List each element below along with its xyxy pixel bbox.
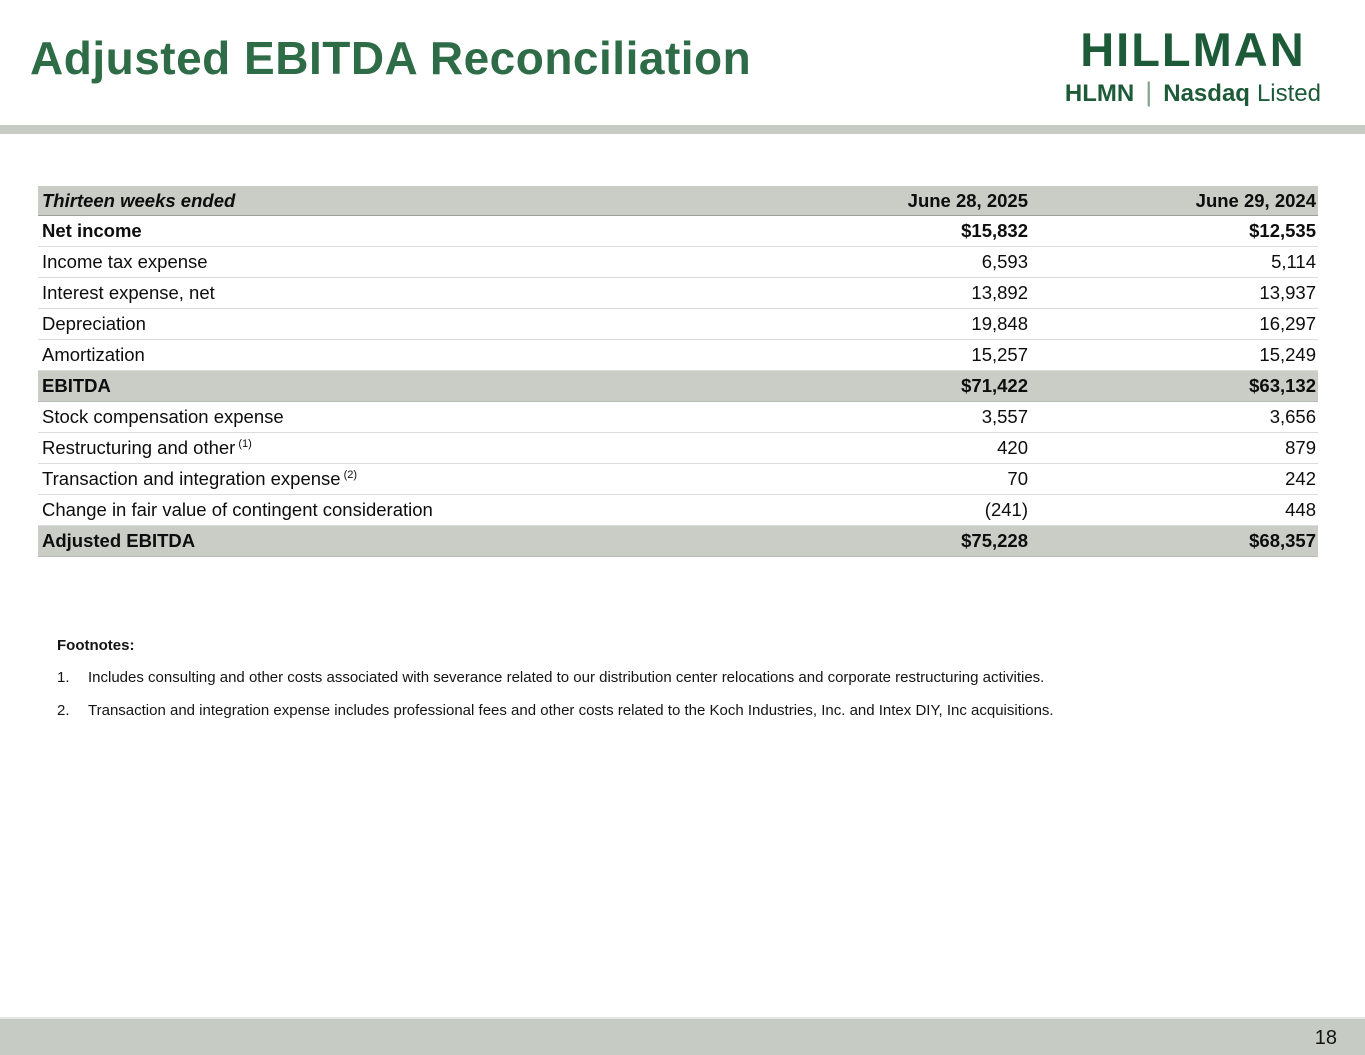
nasdaq-listed-lockup: [1064, 77, 1321, 107]
table-row: [38, 216, 1318, 247]
table-row: [38, 402, 1318, 433]
footer-bar: [0, 1017, 1365, 1055]
table-row: [38, 278, 1318, 309]
row-label: Transaction and integration expense $^{(2)}$: [42, 468, 358, 489]
row-value-2025: 70: [1007, 468, 1028, 489]
table-header-label: Thirteen weeks ended: [42, 189, 236, 211]
row-value-2025: 6,593: [981, 251, 1028, 272]
row-label: Income tax expense: [42, 251, 208, 272]
footnote-item-2: [57, 700, 1262, 722]
table-header-col-2024: June 29, 2024: [1195, 189, 1316, 211]
header-divider: [0, 125, 1365, 134]
separator-bar: |: [1145, 77, 1153, 107]
listed-label: Listed: [1256, 79, 1321, 107]
row-value-2024: 879: [1285, 437, 1316, 458]
row-value-2025: $15,832: [961, 220, 1028, 241]
row-value-2024: 242: [1285, 468, 1316, 489]
table-row-adjusted-ebitda: [38, 526, 1318, 557]
footnote-item-1: [57, 667, 1262, 689]
row-label: Adjusted EBITDA: [42, 530, 196, 551]
row-value-2025: (241): [984, 499, 1028, 520]
footnote-ref-1: (1): [238, 437, 252, 450]
footnote-number: 1.: [57, 669, 70, 686]
ticker-symbol: HLMN: [1064, 79, 1135, 107]
row-value-2024: 3,656: [1269, 406, 1316, 427]
row-value-2024: 13,937: [1259, 282, 1316, 303]
table-row: [38, 433, 1318, 464]
row-value-2024: 16,297: [1259, 313, 1316, 334]
row-value-2025: $75,228: [961, 530, 1028, 551]
row-label: Change in fair value of contingent consideration: [42, 499, 433, 520]
row-value-2024: $12,535: [1249, 220, 1316, 241]
row-label: Amortization: [42, 344, 145, 365]
row-value-2024: 448: [1285, 499, 1316, 520]
hillman-wordmark: HILLMAN: [1080, 23, 1306, 76]
row-label: EBITDA: [42, 375, 111, 396]
table-row: [38, 464, 1318, 495]
page-number: 18: [1314, 1027, 1337, 1049]
row-value-2024: $63,132: [1249, 375, 1316, 396]
row-label: Interest expense, net: [42, 282, 215, 303]
footnote-number: 2.: [57, 702, 70, 719]
ebitda-reconciliation-table: [38, 186, 1318, 557]
table-row: [38, 247, 1318, 278]
table-header-col-2025: June 28, 2025: [907, 189, 1028, 211]
row-label: Restructuring and other $^{(1)}$: [42, 437, 252, 458]
nasdaq-label: Nasdaq: [1163, 79, 1250, 107]
row-value-2025: 3,557: [981, 406, 1028, 427]
row-value-2025: $71,422: [961, 375, 1028, 396]
row-label: Depreciation: [42, 313, 146, 334]
table-row: [38, 340, 1318, 371]
table-row: [38, 309, 1318, 340]
footnotes-heading: Footnotes:: [57, 637, 135, 654]
row-value-2025: 420: [997, 437, 1028, 458]
table-header-row: [38, 186, 1318, 216]
row-label: Stock compensation expense: [42, 406, 284, 427]
row-value-2024: $68,357: [1249, 530, 1316, 551]
page-title: Adjusted EBITDA Reconciliation: [30, 32, 752, 84]
footnote-text: Transaction and integration expense includes professional fees and other costs related to the Koch Industries, Inc. and Intex DIY, Inc acquisitions.: [88, 702, 1054, 719]
row-value-2025: 19,848: [971, 313, 1028, 334]
footnote-ref-2: (2): [343, 468, 358, 481]
row-value-2025: 15,257: [971, 344, 1028, 365]
table-row-ebitda: [38, 371, 1318, 402]
row-value-2024: 15,249: [1259, 344, 1316, 365]
footnote-text: Includes consulting and other costs associated with severance related to our distribution center relocations and corporate restructuring activities.: [88, 669, 1045, 686]
row-label: Net income: [42, 220, 142, 241]
row-value-2025: 13,892: [971, 282, 1028, 303]
footnotes-section: [57, 637, 1262, 733]
table-row: [38, 495, 1318, 526]
hillman-logo: [1064, 23, 1321, 107]
row-value-2024: 5,114: [1271, 251, 1316, 272]
